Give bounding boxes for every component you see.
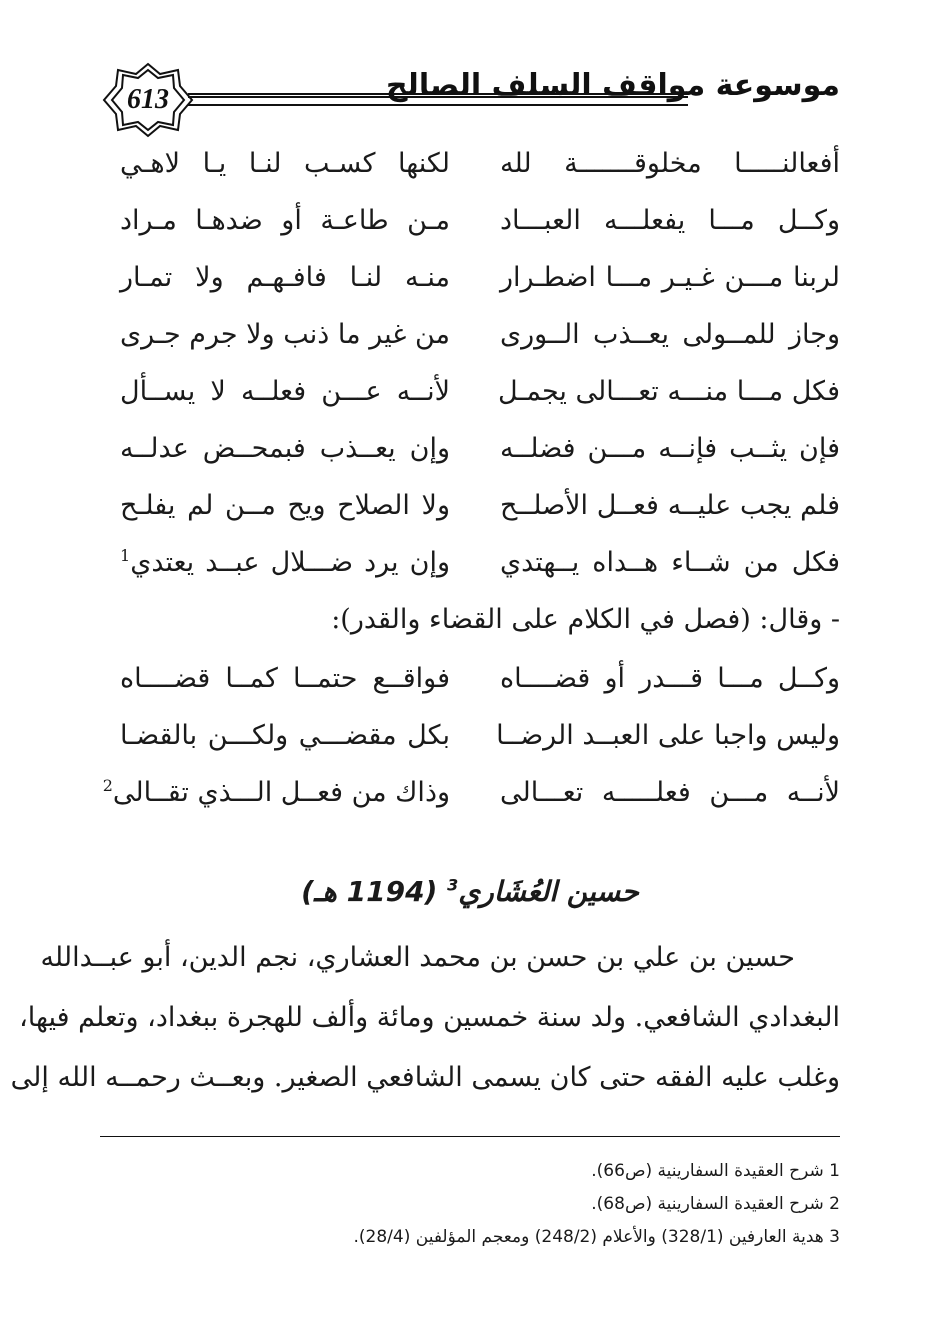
poem-verse <box>100 477 840 534</box>
footnote-item: 2 شرح العقيدة السفارينية (ص68). <box>591 1194 840 1214</box>
poem-verse <box>100 306 840 363</box>
body-line: حسين بن علي بن حسن بن محمد العشاري، نجم الدين، أبو عبــدالله <box>40 942 795 973</box>
verse-first-hemistich: فكل من شــاء هــداه يــهتدي <box>500 547 840 578</box>
verse-second-hemistich <box>102 764 450 821</box>
poem-verse <box>100 249 840 306</box>
biography-heading <box>100 875 840 908</box>
verse-second-hemistich: منـه لنـا فافـهـم ولا تمـار <box>120 262 450 293</box>
verse-second-hemistich: لكنها كسـب لنـا يـا لاهـي <box>120 148 450 179</box>
verse-first-hemistich: فلم يجب عليــه فعــل الأصلــح <box>500 490 840 521</box>
verse-text: وذاك من فعــل الـــذي تقــالى <box>112 777 450 808</box>
verse-second-hemistich: وإن يعــذب فبمحــض عدلــه <box>120 433 450 464</box>
verse-first-hemistich: فكل مـــا منـــه تعـــالى يجمـل <box>498 376 840 407</box>
verse-second-hemistich: ولا الصلاح ويح مــن لم يفلـح <box>120 490 450 521</box>
verse-first-hemistich: لربنا مـــن غـيـر مـــا اضطـرار <box>500 262 840 293</box>
verse-second-hemistich: من غير ما ذنب ولا جرم جـرى <box>120 319 450 350</box>
verse-first-hemistich: فإن يثــب فإنــه مـــن فضلــه <box>500 433 840 464</box>
verse-text: وإن يرد ضـــلال عبــد يعتدي <box>130 547 450 578</box>
verse-second-hemistich: بكل مقضـــي ولكـــن بالقضـا <box>120 720 450 751</box>
verse-second-hemistich: لأنــه عـــن فعلــه لا يســأل <box>120 376 450 407</box>
verse-second-hemistich <box>120 534 450 591</box>
verse-first-hemistich: وليس واجبا على العبــد الرضــا <box>496 720 840 751</box>
biography-year: (1194 هـ) <box>301 875 438 908</box>
poem-verse <box>100 707 840 764</box>
verse-first-hemistich: لأنــه مـــن فعلـــــه تعـــالى <box>500 777 840 808</box>
poem-block-1 <box>100 135 840 591</box>
running-title: موسوعة مواقف السلف الصالح <box>385 68 840 103</box>
page-header <box>100 60 840 140</box>
poem-verse <box>100 135 840 192</box>
verse-second-hemistich: مـن طاعـة أو ضدهـا مـراد <box>120 205 450 236</box>
section-intro: - وقال: (فصل في الكلام على القضاء والقدر): <box>331 604 840 635</box>
footnote-item: 1 شرح العقيدة السفارينية (ص66). <box>591 1161 840 1181</box>
footnote-item: 3 هدية العارفين (328/1) والأعلام (248/2) ومعجم المؤلفين (28/4). <box>353 1227 840 1247</box>
biography-name: حسين العُشَاري <box>458 875 639 908</box>
footnote-divider <box>100 1136 840 1137</box>
footnote-reference[interactable]: 2 <box>102 776 113 795</box>
verse-first-hemistich: وكــل مـــا قـــدر أو قضــــاه <box>500 663 840 694</box>
header-divider-secondary <box>188 104 688 106</box>
body-line: وغلب عليه الفقه حتى كان يسمى الشافعي الصغير. وبعــث رحمــه الله إلى <box>10 1062 840 1093</box>
footnote-reference[interactable]: 3 <box>447 875 459 895</box>
poem-verse <box>100 192 840 249</box>
verse-second-hemistich: فواقــع حتمــا كمــا قضــــاه <box>120 663 450 694</box>
poem-verse <box>100 363 840 420</box>
verse-first-hemistich: وكــل مـــا يفعلـــه العبـــاد <box>500 205 840 236</box>
body-line: البغدادي الشافعي. ولد سنة خمسين ومائة وألف للهجرة ببغداد، وتعلم فيها، <box>19 1002 840 1033</box>
poem-verse <box>100 650 840 707</box>
verse-first-hemistich: وجاز للمــولى يعــذب الــورى <box>500 319 840 350</box>
poem-verse <box>100 420 840 477</box>
verse-first-hemistich: أفعالنـــــا مخلوقـــــــة لله <box>500 148 840 179</box>
poem-verse <box>100 534 840 591</box>
footnotes <box>100 1155 840 1254</box>
biography-body <box>10 928 840 1108</box>
page-number: 613 <box>127 84 169 115</box>
poem-verse <box>100 764 840 821</box>
footnote-reference[interactable]: 1 <box>120 546 131 565</box>
poem-block-2 <box>100 650 840 821</box>
